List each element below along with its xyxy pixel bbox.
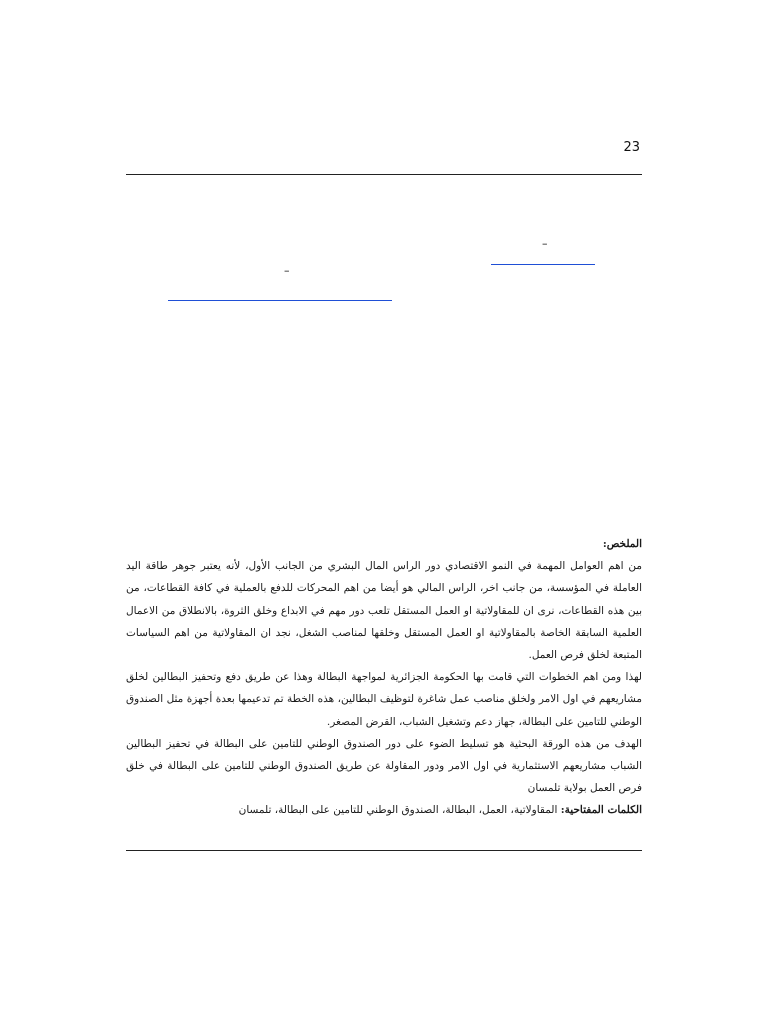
header-rule — [126, 174, 642, 175]
keywords-text: المقاولاتية، العمل، البطالة، الصندوق الوطني للتامين على البطالة، تلمسان — [238, 804, 561, 817]
abstract-paragraph: من اهم العوامل المهمة في النمو الاقتصادي دور الراس المال البشري من الجانب الأول، لأنه يعتبر جوهر طاقة اليد العاملة في المؤسسة، من جانب اخر، الراس المالي هو أيضا من اهم المحركات للدفع بالعملية في كافة القطاعات، من بين هذه القطاعات، نرى ان للمقاولاتية او العمل المستقل تلعب دور مهم في الابداع وخلق الثروة، بالانطلاق من الاعمال العلمية السابقة الخاصة بالمقاولاتية او العمل المستقل وخلقها لمناصب الشغل، نجد ان المقاولاتية من اهم السياسات المتبعة لخلق فرص العمل. — [126, 560, 642, 662]
abstract-heading: الملخص: — [602, 538, 642, 550]
dash-mark: – — [542, 237, 548, 250]
page-number: 23 — [623, 140, 640, 155]
footer-rule — [126, 850, 642, 851]
hyperlink-underline[interactable] — [168, 300, 392, 301]
hyperlink-underline[interactable] — [491, 264, 595, 265]
keywords-label: الكلمات المفتاحية: — [560, 804, 642, 817]
keywords-line — [126, 799, 642, 821]
dash-mark: – — [284, 264, 290, 277]
abstract-paragraph: لهذا ومن اهم الخطوات التي قامت بها الحكومة الجزائرية لمواجهة البطالة وهذا عن طريق دفع وتحفيز البطالين لخلق مشاريعهم في اول الامر ولخلق مناصب عمل شاغرة لتوظيف البطالين، هذه الخطة تم تدعيمها بعدة أجهزة مثل الصندوق الوطني للتامين على البطالة، جهاز دعم وتشغيل الشباب، القرض المصغر. — [126, 671, 642, 728]
abstract-section — [126, 533, 642, 821]
abstract-paragraph: الهدف من هذه الورقة البحثية هو تسليط الضوء على دور الصندوق الوطني للتامين على البطالة في تحفيز البطالين الشباب مشاريعهم الاستثمارية في اول الامر ودور المقاولة عن طريق الصندوق الوطني للتامين على البطالة في خلق فرص العمل بولاية تلمسان — [126, 737, 642, 795]
